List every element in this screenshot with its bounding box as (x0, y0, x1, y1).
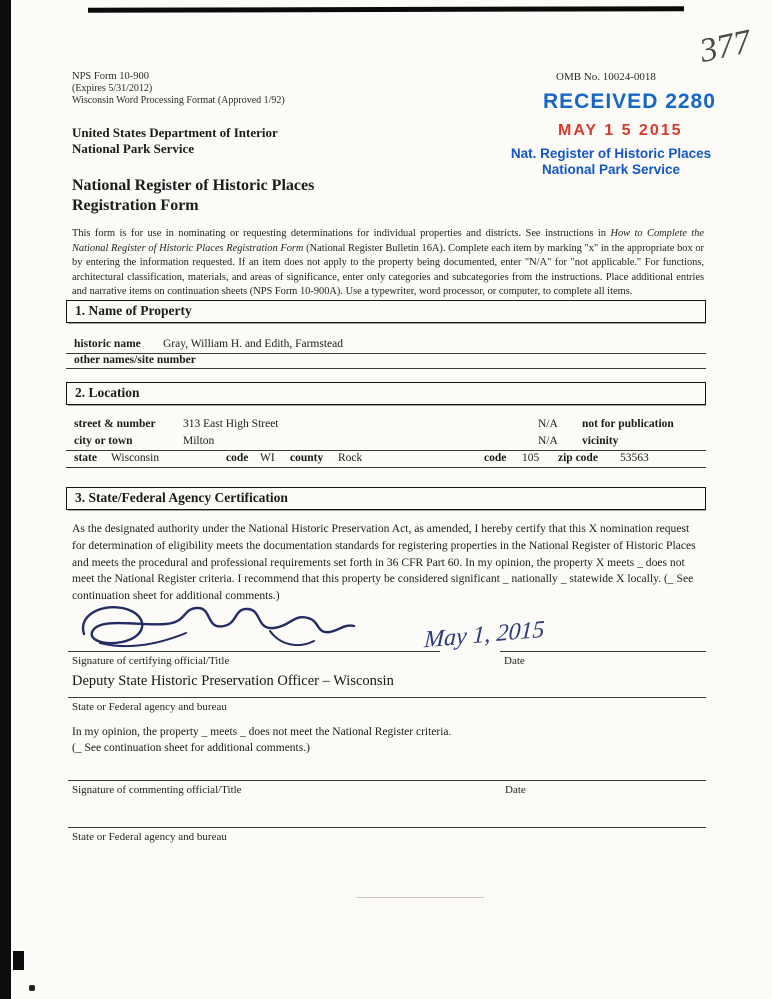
commenting-line (68, 780, 706, 781)
city-label: city or town (74, 435, 133, 447)
section3-heading: 3. State/Federal Agency Certification (75, 490, 288, 505)
instructions-part2: (National Register Bulletin 16A). Complete each item by marking "x" in the appropriate box or by entering the information requested. If an item does not apply to the property being documented, enter "N/A" for "not applicable." For functions, architectural classification, materials, and areas of significance, enter only categories and subcategories from the instructions. Place additional entries and narrative items on continuation sheets (NPS Form 10-900A). Use a typewriter, word processor, or computer, to complete all items. (72, 242, 704, 298)
registry-stamp (508, 146, 714, 178)
scan-faint-line (356, 897, 484, 898)
county-label: county (290, 452, 324, 464)
city-na: N/A (538, 435, 558, 447)
omb-number: OMB No. 10024-0018 (556, 71, 656, 83)
code-label: code (226, 452, 249, 464)
handwritten-page-number: 377 (696, 23, 755, 70)
date-label: Date (504, 655, 525, 667)
other-names-label: other names/site number (74, 354, 196, 366)
scan-edge-strip (0, 0, 11, 999)
street-label: street & number (74, 418, 156, 430)
not-for-publication-label: not for publication (582, 418, 674, 430)
city-row (66, 434, 706, 451)
instructions-italic-title: How to Complete the National Register of Historic Places Registration Form (72, 228, 704, 254)
section2-heading-box (66, 382, 706, 405)
date-received-stamp: MAY 1 5 2015 (558, 122, 683, 139)
state-value: Wisconsin (111, 452, 160, 464)
registry-stamp-line1: Nat. Register of Historic Places (510, 146, 712, 161)
code2-value: 105 (522, 452, 540, 464)
form-title-line1: National Register of Historic Places (72, 177, 315, 194)
street-value: 313 East High Street (183, 418, 279, 430)
vicinity-label: vicinity (582, 435, 619, 447)
received-stamp: RECEIVED 2280 (543, 90, 716, 113)
historic-name-label: historic name (74, 338, 141, 350)
scan-top-line (88, 6, 684, 13)
zip-label: zip code (558, 452, 598, 464)
street-row (66, 417, 706, 434)
historic-name-row (66, 337, 706, 354)
signature-label: Signature of certifying official/Title (72, 655, 230, 667)
signature-line (68, 651, 440, 652)
scan-blot-small (29, 985, 35, 991)
agency-label-2: State or Federal agency and bureau (72, 831, 227, 843)
section1-rows (66, 337, 706, 369)
commenting-date-label: Date (505, 784, 526, 796)
city-value: Milton (183, 435, 215, 447)
section2-heading: 2. Location (75, 385, 140, 400)
form-expires: (Expires 5/31/2012) (72, 83, 153, 95)
commenting-label: Signature of commenting official/Title (72, 784, 242, 796)
opinion-block (72, 725, 451, 756)
certification-text: As the designated authority under the National Historic Preservation Act, as amended, I hereby certify that this X nomination request for determination of eligibility meets the documentation standards for registering properties in the National Register of Historic Places and meets the procedural and professional requirements set forth in 36 CFR Part 60. In my opinion, the property X meets _ does not meet the National Register criteria. I recommend that this property be considered significant _ nationally _ statewide X locally. (_ See continuation sheet for additional comments.) (72, 522, 696, 603)
signature-scribble (70, 596, 370, 656)
officer-title: Deputy State Historic Preservation Officer – Wisconsin (72, 673, 394, 689)
state-label: state (74, 452, 97, 464)
handwritten-date: May 1, 2015 (423, 616, 546, 654)
date-line (500, 651, 706, 652)
form-format-note: Wisconsin Word Processing Format (Approved 1/92) (72, 95, 285, 107)
section3-heading-box (66, 487, 706, 510)
registry-stamp-line2: National Park Service (541, 161, 681, 177)
other-names-row (66, 354, 706, 369)
form-title (72, 176, 314, 216)
code-value: WI (260, 452, 275, 464)
agency-line-1 (68, 697, 706, 698)
section1-heading-box (66, 300, 706, 323)
form-instructions (72, 227, 704, 300)
code2-label: code (484, 452, 507, 464)
form-title-line2: Registration Form (72, 197, 199, 214)
opinion-line2: (_ See continuation sheet for additional comments.) (72, 741, 310, 754)
form-header-left (72, 71, 285, 107)
zip-value: 53563 (620, 452, 649, 464)
state-row (66, 451, 706, 468)
section2-rows (66, 417, 706, 468)
opinion-line1: In my opinion, the property _ meets _ does not meet the National Register criteria. (72, 726, 452, 738)
historic-name-value: Gray, William H. and Edith, Farmstead (163, 338, 343, 350)
form-number: NPS Form 10-900 (72, 71, 150, 82)
section1-heading: 1. Name of Property (75, 303, 192, 318)
agency-label-1: State or Federal agency and bureau (72, 701, 227, 713)
street-na: N/A (538, 418, 558, 430)
agency-line-2 (68, 827, 706, 828)
county-value: Rock (338, 452, 363, 464)
scan-blot (13, 951, 24, 970)
department-line1: United States Department of Interior (72, 125, 278, 140)
department-block (72, 125, 278, 158)
instructions-part1: This form is for use in nominating or requesting determinations for individual properties and districts. See instructions in (72, 228, 611, 239)
department-line2: National Park Service (72, 141, 195, 157)
